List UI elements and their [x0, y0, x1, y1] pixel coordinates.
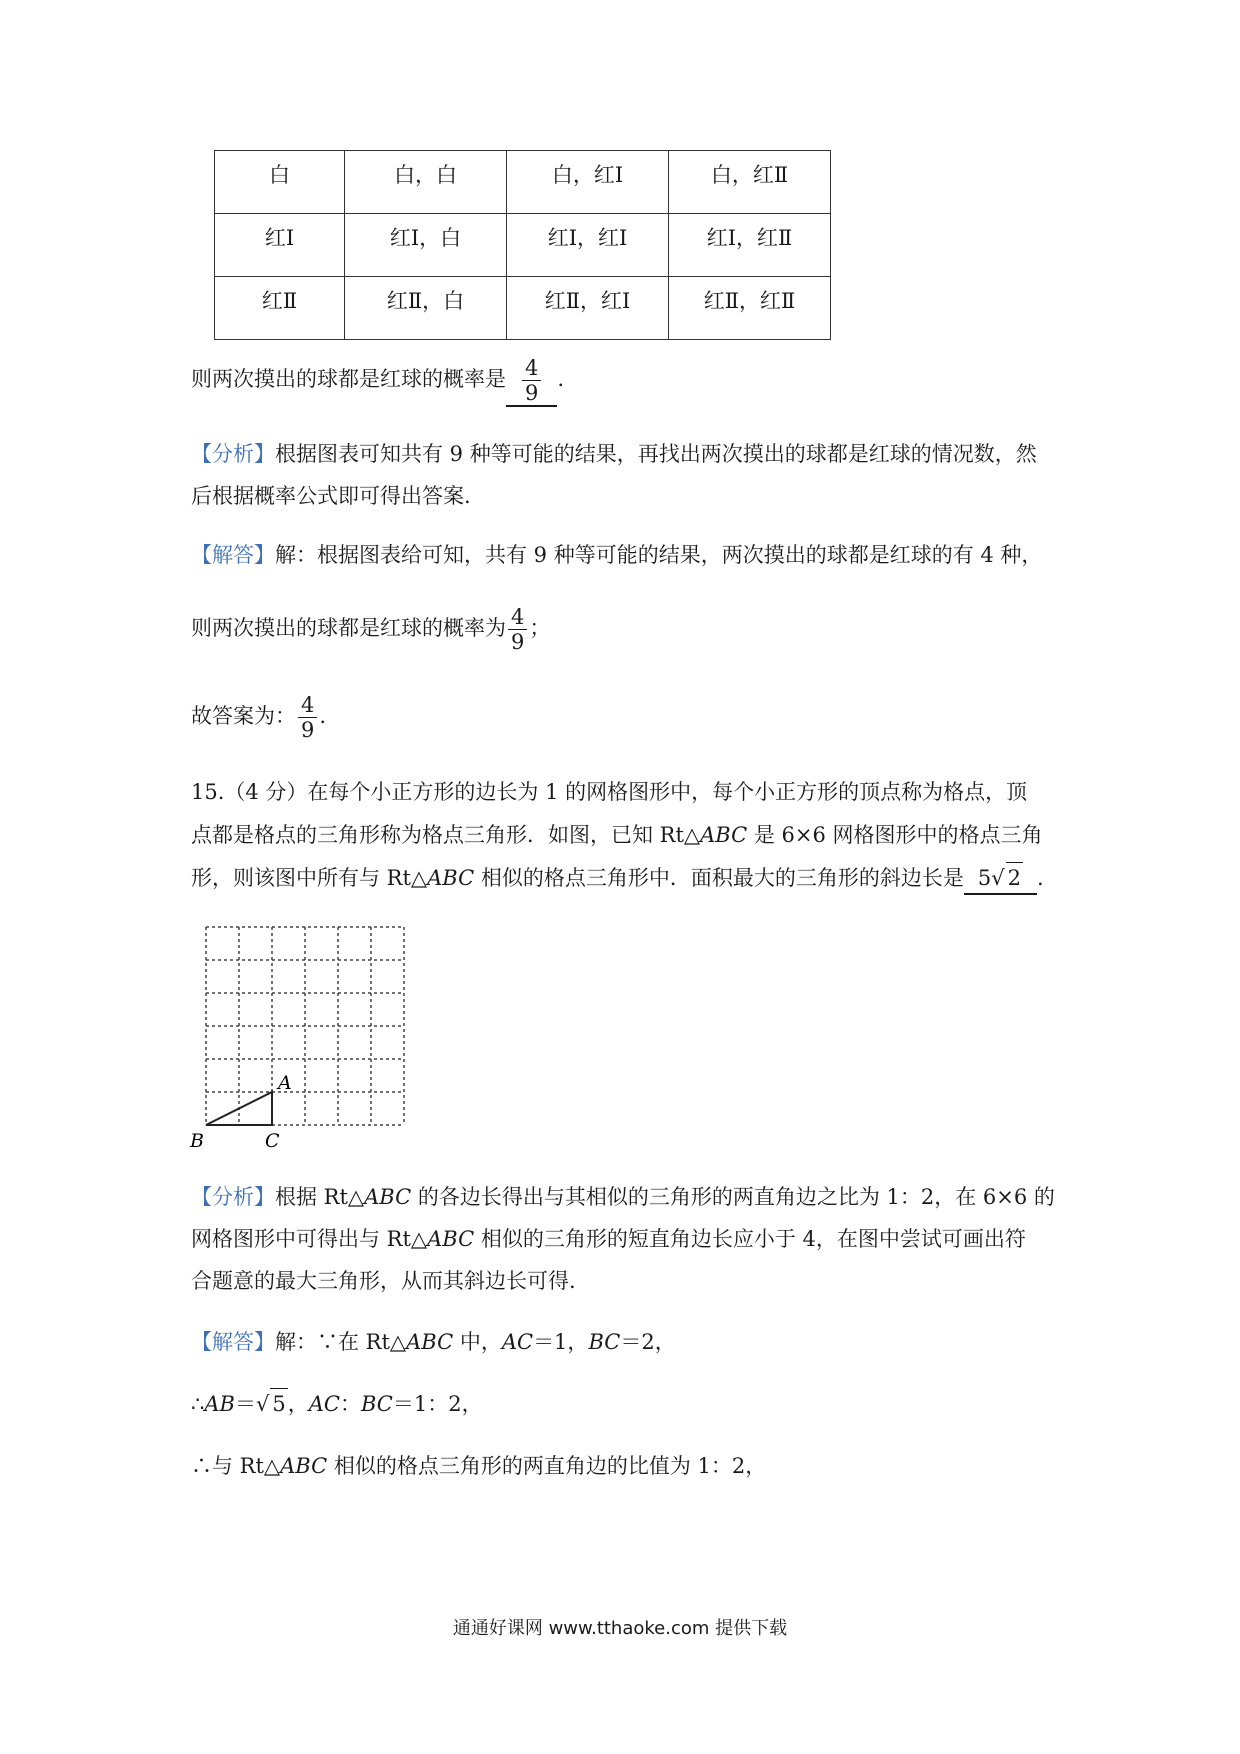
table-cell: 红Ⅰ，红Ⅱ [669, 214, 831, 277]
table-cell: 白，红Ⅱ [669, 151, 831, 214]
table-cell: 红Ⅰ，白 [345, 214, 507, 277]
analysis-text: 合题意的最大三角形，从而其斜边长可得. [191, 1269, 576, 1293]
solution-text: 中， [453, 1330, 502, 1354]
q15-analysis-line1 [191, 1182, 1055, 1212]
table-cell: 红Ⅱ，红Ⅰ [507, 277, 669, 340]
q14-answer-blank [506, 356, 557, 407]
fraction-denominator: 9 [525, 381, 539, 405]
sqrt-icon: √ [255, 1392, 270, 1416]
page-footer: 通通好课网 www.tthaoke.com 提供下载 [452, 1618, 788, 1639]
analysis-tag: 【分析】 [191, 442, 275, 466]
table-cell: 红Ⅰ，红Ⅰ [507, 214, 669, 277]
q14-final-line [191, 693, 326, 742]
solution-text: ， [287, 1392, 309, 1416]
answer-radicand: 2 [1006, 862, 1023, 893]
analysis-text: 根据 Rt△ [275, 1185, 365, 1209]
table-cell: 红Ⅰ [215, 214, 345, 277]
q14-solution-line1 [191, 540, 1042, 570]
question-text: . [1036, 866, 1044, 890]
final-answer-fraction [298, 693, 317, 742]
answer-coefficient: 5 [977, 866, 992, 890]
table-row [215, 277, 831, 340]
math-term: AC [308, 1392, 340, 1416]
math-term: AC [501, 1330, 534, 1354]
q15-statement-line1 [191, 777, 1027, 807]
grid-figure [186, 920, 426, 1150]
math-term: AB [204, 1392, 235, 1416]
solution-text: ＝ [234, 1392, 256, 1416]
table-cell: 红Ⅱ [215, 277, 345, 340]
label-a: A [278, 1072, 292, 1094]
q15-solution-line2 [191, 1388, 483, 1419]
solution-text: ＝1：2， [392, 1392, 483, 1416]
solution-text: ∴ [191, 1392, 205, 1416]
fraction-numerator: 4 [298, 693, 317, 718]
math-term: ABC [280, 1454, 328, 1478]
question-text: 是 6×6 网格图形中的格点三角 [747, 823, 1043, 847]
math-term: ABC [406, 1330, 454, 1354]
math-term: BC [588, 1330, 621, 1354]
q15-analysis-line2 [191, 1224, 1026, 1254]
question-text: 相似的格点三角形中．面积最大的三角形的斜边长是 [474, 866, 964, 890]
q14-analysis-line1 [191, 439, 1037, 469]
solution-text: ＝1， [533, 1330, 589, 1354]
analysis-text: 网格图形中可得出与 Rt△ [191, 1227, 428, 1251]
q14-analysis-line2 [191, 481, 471, 511]
q15-solution-line3 [191, 1451, 766, 1481]
q15-solution-line1 [191, 1327, 676, 1357]
math-term: ABC [427, 1227, 475, 1251]
q14-result-end: . [557, 367, 565, 391]
solution-fraction [508, 605, 527, 654]
table-cell: 白，红Ⅰ [507, 151, 669, 214]
q15-statement-line3 [191, 862, 1044, 895]
math-term: BC [360, 1392, 393, 1416]
solution-text: 则两次摸出的球都是红球的概率为 [191, 616, 506, 640]
table-row [215, 151, 831, 214]
table-cell: 白，白 [345, 151, 507, 214]
fraction-numerator: 4 [508, 605, 527, 630]
q14-result-text: 则两次摸出的球都是红球的概率是 [191, 367, 506, 391]
math-term: ABC [364, 1185, 412, 1209]
q14-result-line [191, 356, 564, 407]
question-text: 点都是格点的三角形称为格点三角形．如图，已知 Rt△ [191, 823, 701, 847]
analysis-text: 的各边长得出与其相似的三角形的两直角边之比为 1：2，在 6×6 的 [411, 1185, 1055, 1209]
solution-text: 解：∵在 Rt△ [275, 1330, 407, 1354]
label-b: B [190, 1130, 204, 1150]
math-term: ABC [427, 866, 475, 890]
table-row [215, 214, 831, 277]
solution-text: ＝2， [620, 1330, 676, 1354]
solution-text: ∴与 Rt△ [191, 1454, 281, 1478]
table-cell: 红Ⅱ，红Ⅱ [669, 277, 831, 340]
solution-tag: 【解答】 [191, 543, 275, 567]
fraction-denominator: 9 [511, 630, 525, 654]
solution-text: ； [529, 616, 551, 640]
sqrt-icon: √ [991, 866, 1005, 890]
table-cell: 红Ⅱ，白 [345, 277, 507, 340]
solution-text: ： [339, 1392, 361, 1416]
analysis-text: 根据图表可知共有 9 种等可能的结果，再找出两次摸出的球都是红球的情况数，然 [275, 442, 1037, 466]
fraction-denominator: 9 [301, 718, 315, 742]
q15-answer-blank [964, 862, 1037, 895]
radicand: 5 [270, 1388, 287, 1419]
analysis-tag: 【分析】 [191, 1185, 275, 1209]
q14-answer-fraction [522, 356, 541, 405]
solution-text: 相似的格点三角形的两直角边的比值为 1：2， [327, 1454, 767, 1478]
math-term: ABC [700, 823, 748, 847]
final-answer-text: 故答案为： [191, 704, 296, 728]
fraction-numerator: 4 [522, 356, 541, 381]
question-text: 15.（4 分）在每个小正方形的边长为 1 的网格图形中，每个小正方形的顶点称为格点，顶 [191, 780, 1028, 804]
solution-text: 解：根据图表给可知，共有 9 种等可能的结果，两次摸出的球都是红球的有 4 种， [275, 543, 1043, 567]
q15-analysis-line3 [191, 1266, 576, 1296]
outcome-table [214, 150, 831, 340]
table-cell: 白 [215, 151, 345, 214]
label-c: C [265, 1130, 280, 1150]
q15-statement-line2 [191, 820, 1042, 850]
grid-lines [206, 927, 404, 1125]
q14-solution-line2 [191, 605, 550, 654]
question-text: 形，则该图中所有与 Rt△ [191, 866, 428, 890]
final-answer-text: . [319, 704, 327, 728]
analysis-text: 后根据概率公式即可得出答案. [191, 484, 471, 508]
analysis-text: 相似的三角形的短直角边长应小于 4，在图中尝试可画出符 [474, 1227, 1026, 1251]
solution-tag: 【解答】 [191, 1330, 275, 1354]
